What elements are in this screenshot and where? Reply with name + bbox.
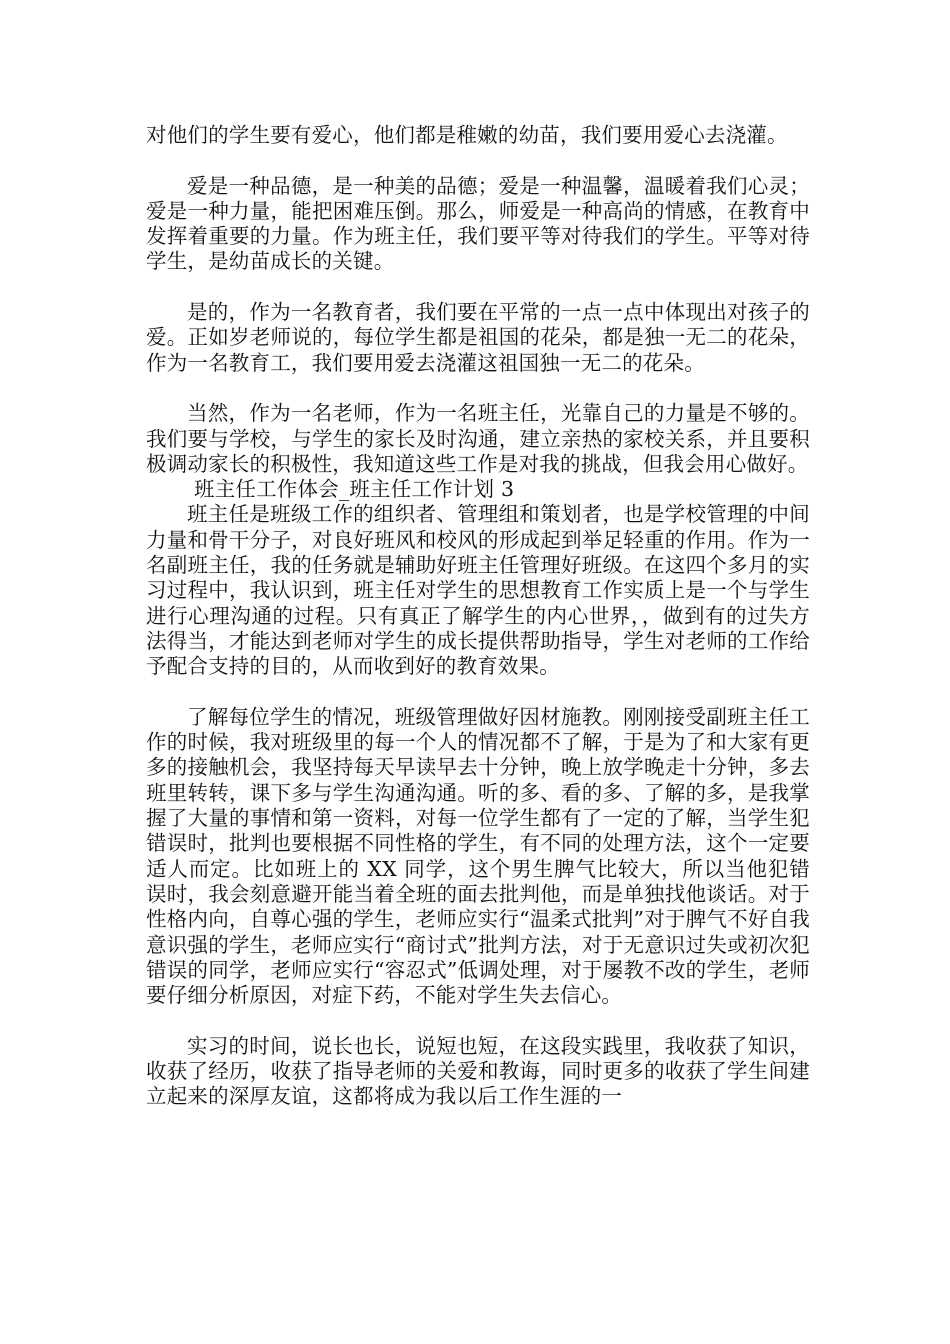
paragraph-7: 实习的时间，说长也长，说短也短，在这段实践里，我收获了知识，收获了经历，收获了指导老师的关爱和教诲，同时更多的收获了学生间建立起来的深厚友谊，这都将成为我以后工作生涯的一	[146, 1033, 810, 1109]
paragraph-gap	[146, 1008, 810, 1033]
paragraph-3: 是的，作为一名教育者，我们要在平常的一点一点中体现出对孩子的爱。正如岁老师说的，每位学生都是祖国的花朵，都是独一无二的花朵，作为一名教育工，我们要用爱去浇灌这祖国独一无二的花朵。	[146, 300, 810, 375]
document-body	[146, 123, 810, 1110]
paragraph-2: 爱是一种品德，是一种美的品德；爱是一种温馨，温暖着我们心灵；爱是一种力量，能把困难压倒。那么，师爱是一种高尚的情感，在教育中发挥着重要的力量。作为班主任，我们要平等对待我们的学生。平等对待学生，是幼苗成长的关键。	[146, 173, 810, 274]
paragraph-1: 对他们的学生要有爱心，他们都是稚嫩的幼苗，我们要用爱心去浇灌。	[146, 123, 788, 147]
paragraph-gap	[146, 275, 810, 300]
section-heading: 班主任工作体会_班主任工作计划 3	[194, 477, 515, 502]
paragraph-5: 班主任是班级工作的组织者、管理组和策划者，也是学校管理的中间力量和骨干分子，对良好班风和校风的形成起到举足轻重的作用。作为一名副班主任，我的任务就是辅助好班主任管理好班级。在这四个多月的实习过程中，我认识到，班主任对学生的思想教育工作实质上是一个与学生进行心理沟通的过程。只有真正了解学生的内心世界，，做到有的过失方法得当，才能达到老师对学生的成长提供帮助指导，学生对老师的工作给予配合支持的目的，从而收到好的教育效果。	[146, 502, 810, 679]
paragraph-gap	[146, 680, 810, 705]
paragraph-6: 了解每位学生的情况，班级管理做好因材施教。刚刚接受副班主任工作的时候，我对班级里的每一个人的情况都不了解，于是为了和大家有更多的接触机会，我坚持每天早读早去十分钟，晚上放学晚走十分钟，多去班里转转，课下多与学生沟通沟通。听的多、看的多、了解的多，是我掌握了大量的事情和第一资料，对每一位学生都有了一定的了解，当学生犯错误时，批判也要根据不同性格的学生，有不同的处理方法，这个一定要适人而定。比如班上的 XX 同学，这个男生脾气比较大，所以当他犯错误时，我会刻意避开能当着全班的面去批判他，而是单独找他谈话。对于性格内向，自尊心强的学生，老师应实行“温柔式批判”对于脾气不好自我意识强的学生，老师应实行“商讨式”批判方法，对于无意识过失或初次犯错误的同学，老师应实行“容忍式”低调处理，对于屡教不改的学生，老师要仔细分析原因，对症下药，不能对学生失去信心。	[146, 704, 810, 1008]
paragraph-gap	[146, 376, 810, 401]
paragraph-gap	[146, 148, 810, 173]
paragraph-4: 当然，作为一名老师，作为一名班主任，光靠自己的力量是不够的。我们要与学校，与学生的家长及时沟通，建立亲热的家校关系，并且要积极调动家长的积极性，我知道这些工作是对我的挑战，但我会用心做好。	[146, 401, 810, 476]
